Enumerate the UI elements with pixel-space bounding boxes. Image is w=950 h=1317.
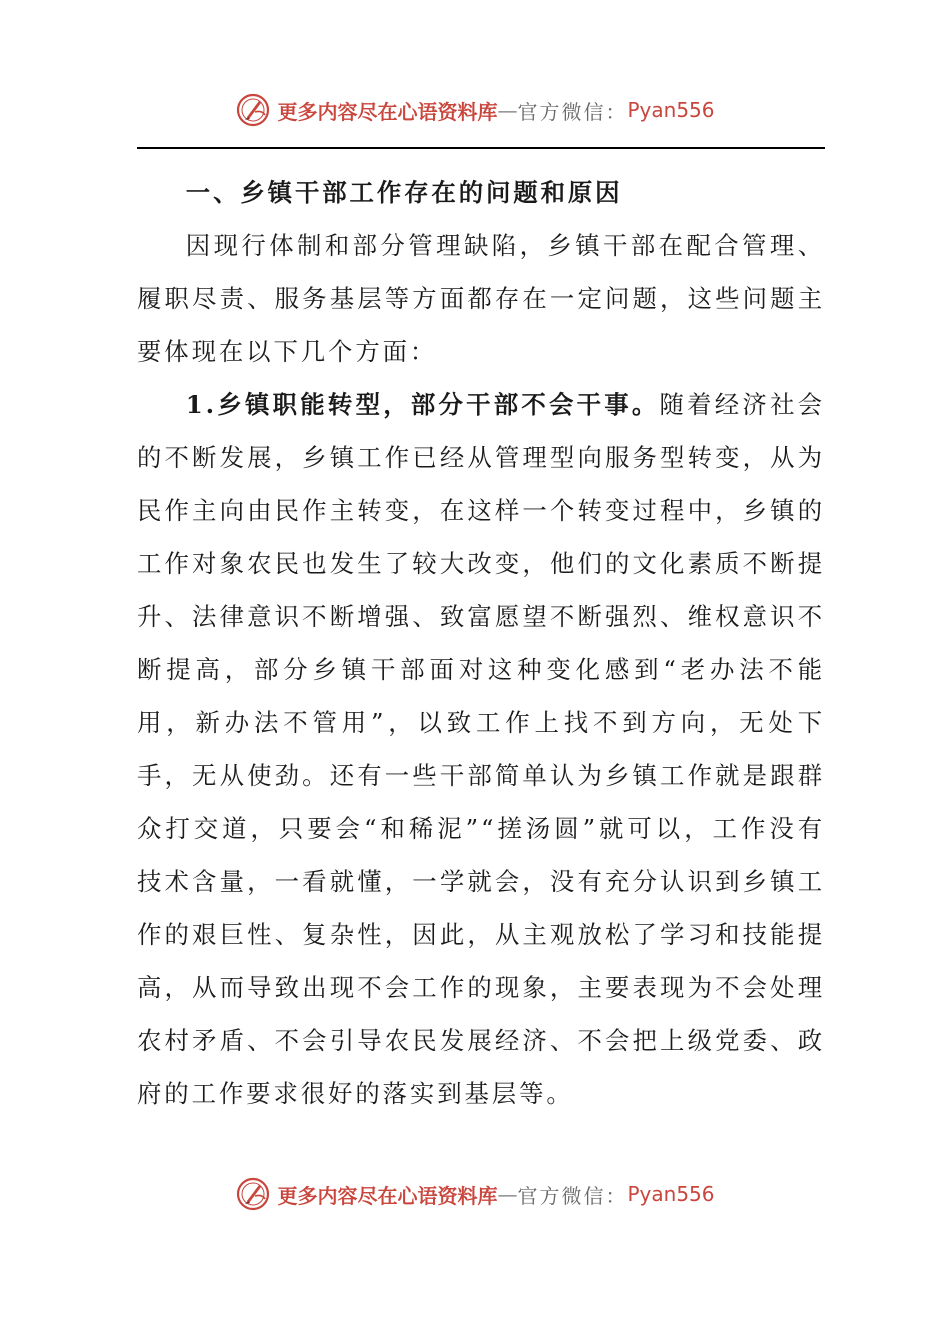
intro-paragraph: 因现行体制和部分管理缺陷，乡镇干部在配合管理、履职尽责、服务基层等方面都存在一定问题，这些问题主要体现在以下几个方面： — [137, 231, 825, 366]
wechat-label: 官方微信： — [517, 1183, 628, 1208]
point-1-paragraph — [137, 378, 825, 1120]
document-body — [137, 166, 825, 1120]
quill-pen-logo-icon — [235, 92, 271, 128]
brand-text: 更多内容尽在心语资料库 — [277, 99, 498, 124]
banner-separator: — — [497, 98, 518, 122]
header-banner — [0, 90, 950, 130]
wechat-id: Pyan556 — [627, 1182, 715, 1206]
section-title: 一、乡镇干部工作存在的问题和原因 — [185, 178, 623, 207]
wechat-id: Pyan556 — [627, 98, 715, 122]
brand-text: 更多内容尽在心语资料库 — [277, 1183, 498, 1208]
quill-pen-logo-icon — [235, 1176, 271, 1212]
banner-separator: — — [497, 1182, 518, 1206]
point-1-body: 随着经济社会的不断发展，乡镇工作已经从管理型向服务型转变，从为民作主向由民作主转变，在这样一个转变过程中，乡镇的工作对象农民也发生了较大改变，他们的文化素质不断提升、法律意识不断增强、致富愿望不断强烈、维权意识不断提高，部分乡镇干部面对这种变化感到“老办法不能用，新办法不管用”，以致工作上找不到方向，无处下手，无从使劲。还有一些干部简单认为乡镇工作就是跟群众打交道，只要会“和稀泥”“搓汤圆”就可以，工作没有技术含量，一看就懂，一学就会，没有充分认识到乡镇工作的艰巨性、复杂性，因此，从主观放松了学习和技能提高，从而导致出现不会工作的现象，主要表现为不会处理农村矛盾、不会引导农民发展经济、不会把上级党委、政府的工作要求很好的落实到基层等。 — [137, 390, 825, 1108]
point-1-lead: 1.乡镇职能转型，部分干部不会干事。 — [185, 390, 660, 419]
header-divider — [137, 147, 825, 149]
wechat-label: 官方微信： — [517, 99, 628, 124]
footer-banner — [0, 1174, 950, 1214]
